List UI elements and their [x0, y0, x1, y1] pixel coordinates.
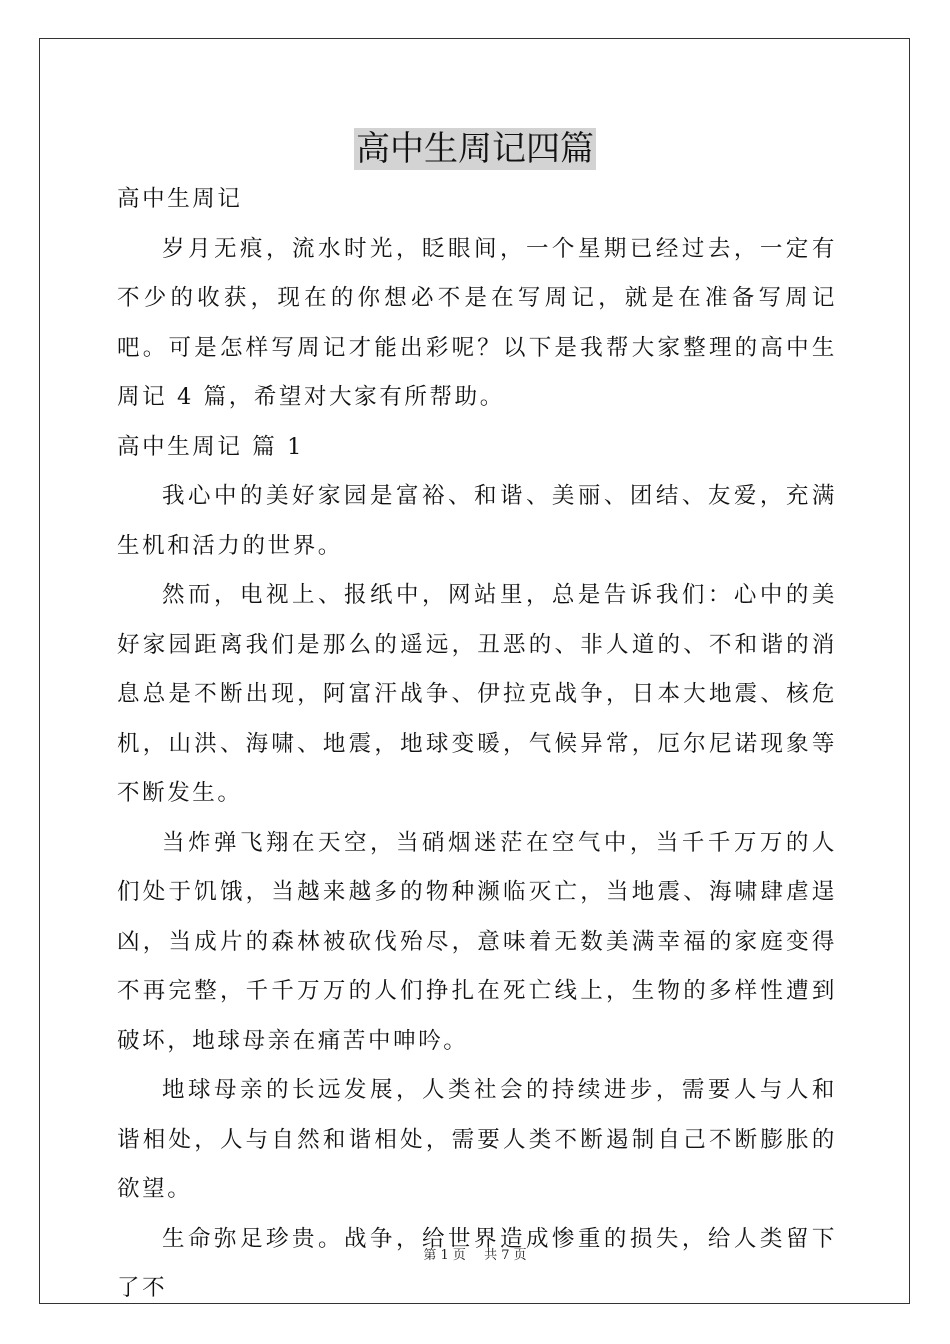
document-body [117, 175, 837, 1314]
paragraph: 我心中的美好家园是富裕、和谐、美丽、团结、友爱，充满生机和活力的世界。 [117, 483, 837, 559]
title-area [0, 128, 950, 170]
paragraph: 岁月无痕，流水时光，眨眼间，一个星期已经过去，一定有不少的收获，现在的你想必不是在写周记，就是在准备写周记吧。可是怎样写周记才能出彩呢？以下是我帮大家整理的高中生周记 4 篇，希望对大家有所帮助。 [117, 235, 837, 410]
paragraph: 然而，电视上、报纸中，网站里，总是告诉我们：心中的美好家园距离我们是那么的遥远，丑恶的、非人道的、不和谐的消息总是不断出现，阿富汗战争、伊拉克战争，日本大地震、核危机，山洪、海啸、地震，地球变暖，气候异常，厄尔尼诺现象等不断发生。 [117, 582, 837, 806]
document-title: 高中生周记四篇 [356, 129, 594, 169]
paragraph: 高中生周记 [117, 186, 243, 212]
paragraph: 当炸弹飞翔在天空，当硝烟迷茫在空气中，当千千万万的人们处于饥饿，当越来越多的物种濒临灭亡，当地震、海啸肆虐逞凶，当成片的森林被砍伐殆尽，意味着无数美满幸福的家庭变得不再完整，千千万万的人们挣扎在死亡线上，生物的多样性遭到破坏，地球母亲在痛苦中呻吟。 [117, 829, 837, 1054]
section-heading: 高中生周记 篇 1 [117, 433, 305, 460]
page-footer [0, 1248, 950, 1264]
page-total: 共 7 页 [484, 1248, 527, 1263]
paragraph: 地球母亲的长远发展，人类社会的持续进步，需要人与人和谐相处，人与自然和谐相处，需要人类不断遏制自己不断膨胀的欲望。 [117, 1077, 837, 1202]
paragraph: 生命弥足珍贵。战争，给世界造成惨重的损失，给人类留下了不 [117, 1225, 837, 1301]
page-number: 第 1 页 [423, 1248, 466, 1263]
